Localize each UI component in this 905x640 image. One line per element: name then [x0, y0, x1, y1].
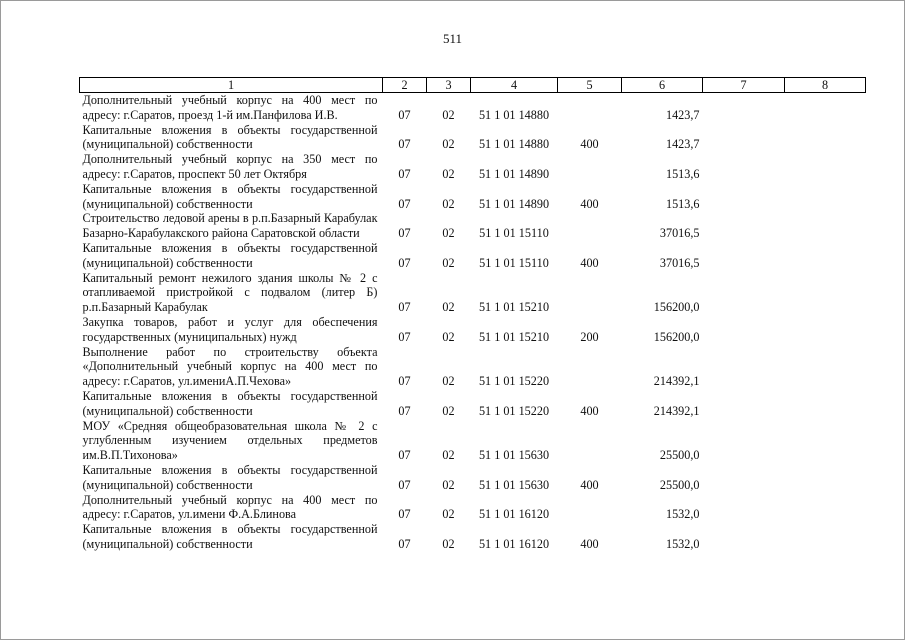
- col-header-4: 4: [471, 78, 558, 93]
- table-row: [80, 522, 866, 552]
- row-description: Капитальные вложения в объекты государственной (муниципальной) собственности: [82, 122, 378, 152]
- row-description: Капитальные вложения в объекты государственной (муниципальной) собственности: [82, 522, 378, 551]
- col-8-cell: [785, 315, 866, 345]
- subsection-code: 02: [442, 107, 455, 122]
- col-8-cell: [785, 241, 866, 271]
- target-article-code: 51 1 01 14890: [478, 196, 550, 211]
- amount: 37016,5: [659, 255, 700, 270]
- amount: 214392,1: [653, 374, 700, 389]
- col-header-3: 3: [427, 78, 471, 93]
- section-code: 07: [398, 507, 411, 522]
- section-code: 07: [398, 226, 411, 241]
- page-number: 511: [442, 31, 463, 46]
- section-code: 07: [398, 107, 411, 122]
- target-article-code: 51 1 01 15630: [478, 477, 550, 492]
- row-description: Капитальные вложения в объекты государственной (муниципальной) собственности: [82, 462, 378, 492]
- col-7-cell: [703, 182, 785, 212]
- subsection-code: 02: [442, 536, 455, 551]
- table-row: [80, 241, 866, 271]
- col-7-cell: [703, 419, 785, 463]
- table-row: [80, 211, 866, 241]
- expense-type-code: [558, 93, 622, 123]
- col-header-8: 8: [785, 78, 866, 93]
- col-8-cell: [785, 522, 866, 552]
- amount: 156200,0: [653, 300, 700, 315]
- expense-type-code: [558, 493, 622, 523]
- section-code: 07: [398, 403, 411, 418]
- table-row: [80, 463, 866, 493]
- table-row: [80, 93, 866, 123]
- expense-type-code: [558, 271, 622, 315]
- row-description: Капитальные вложения в объекты государственной (муниципальной) собственности: [82, 388, 378, 418]
- subsection-code: 02: [442, 403, 455, 418]
- target-article-code: 51 1 01 14890: [478, 166, 550, 181]
- row-description: Дополнительный учебный корпус на 350 мест по адресу: г.Саратов, проспект 50 лет Октября: [82, 152, 378, 181]
- col-header-2: 2: [383, 78, 427, 93]
- target-article-code: 51 1 01 15110: [479, 226, 549, 241]
- target-article-code: 51 1 01 14880: [478, 107, 550, 122]
- section-code: 07: [398, 374, 411, 389]
- col-8-cell: [785, 419, 866, 463]
- row-description: Капитальные вложения в объекты государственной (муниципальной) собственности: [82, 240, 378, 270]
- col-7-cell: [703, 93, 785, 123]
- amount: 25500,0: [659, 477, 700, 492]
- target-article-code: 51 1 01 15630: [478, 448, 550, 463]
- row-description: МОУ «Средняя общеобразовательная школа № 2 с углубленным изучением отдельных предметов им.В.П.Тихонова»: [82, 418, 378, 463]
- subsection-code: 02: [442, 226, 455, 241]
- col-7-cell: [703, 271, 785, 315]
- target-article-code: 51 1 01 15220: [478, 374, 550, 389]
- col-8-cell: [785, 463, 866, 493]
- target-article-code: 51 1 01 15210: [478, 329, 550, 344]
- expense-type-code: [558, 345, 622, 389]
- table-row: [80, 152, 866, 182]
- row-description: Строительство ледовой арены в р.п.Базарный Карабулак Базарно-Карабулакского района Саратовской области: [82, 211, 378, 241]
- budget-table: [79, 77, 866, 552]
- section-code: 07: [398, 137, 411, 152]
- subsection-code: 02: [442, 448, 455, 463]
- col-7-cell: [703, 389, 785, 419]
- col-7-cell: [703, 241, 785, 271]
- target-article-code: 51 1 01 15220: [478, 403, 550, 418]
- col-8-cell: [785, 123, 866, 153]
- amount: 1532,0: [665, 536, 700, 551]
- col-8-cell: [785, 271, 866, 315]
- table-row: [80, 123, 866, 153]
- col-7-cell: [703, 315, 785, 345]
- col-8-cell: [785, 93, 866, 123]
- subsection-code: 02: [442, 374, 455, 389]
- row-description: Дополнительный учебный корпус на 400 мест по адресу: г.Саратов, ул.имени Ф.А.Блинова: [82, 492, 378, 522]
- row-description: Выполнение работ по строительству объекта «Дополнительный учебный корпус на 400 мест по адресу: г.Саратов, ул.имениА.П.Чехова»: [82, 344, 378, 389]
- table-row: [80, 345, 866, 389]
- amount: 1532,0: [665, 507, 700, 522]
- amount: 1513,6: [665, 166, 700, 181]
- subsection-code: 02: [442, 329, 455, 344]
- col-7-cell: [703, 152, 785, 182]
- table-row: [80, 271, 866, 315]
- subsection-code: 02: [442, 507, 455, 522]
- target-article-code: 51 1 01 14880: [478, 137, 550, 152]
- expense-type-code: 200: [580, 329, 599, 344]
- expense-type-code: 400: [580, 403, 599, 418]
- amount: 25500,0: [659, 448, 700, 463]
- subsection-code: 02: [442, 166, 455, 181]
- col-header-6: 6: [622, 78, 703, 93]
- subsection-code: 02: [442, 477, 455, 492]
- expense-type-code: 400: [580, 196, 599, 211]
- col-7-cell: [703, 522, 785, 552]
- section-code: 07: [398, 300, 411, 315]
- amount: 156200,0: [653, 329, 700, 344]
- amount: 1513,6: [665, 196, 700, 211]
- expense-type-code: [558, 211, 622, 241]
- target-article-code: 51 1 01 16120: [478, 536, 550, 551]
- section-code: 07: [398, 448, 411, 463]
- col-7-cell: [703, 123, 785, 153]
- col-7-cell: [703, 493, 785, 523]
- subsection-code: 02: [442, 196, 455, 211]
- row-description: Капитальные вложения в объекты государственной (муниципальной) собственности: [82, 181, 378, 211]
- subsection-code: 02: [442, 137, 455, 152]
- expense-type-code: 400: [580, 255, 599, 270]
- row-description: Капитальный ремонт нежилого здания школы № 2 с отапливаемой пристройкой с подвалом (литер Б) р.п.Базарный Карабулак: [82, 270, 378, 315]
- col-header-7: 7: [703, 78, 785, 93]
- col-8-cell: [785, 211, 866, 241]
- subsection-code: 02: [442, 255, 455, 270]
- amount: 1423,7: [665, 137, 700, 152]
- amount: 1423,7: [665, 107, 700, 122]
- header-row: [80, 78, 866, 93]
- subsection-code: 02: [442, 300, 455, 315]
- table-row: [80, 419, 866, 463]
- section-code: 07: [398, 166, 411, 181]
- table-row: [80, 182, 866, 212]
- col-8-cell: [785, 389, 866, 419]
- target-article-code: 51 1 01 16120: [478, 507, 550, 522]
- expense-type-code: 400: [580, 477, 599, 492]
- col-header-1: 1: [80, 78, 383, 93]
- col-8-cell: [785, 152, 866, 182]
- section-code: 07: [398, 477, 411, 492]
- section-code: 07: [398, 196, 411, 211]
- col-8-cell: [785, 493, 866, 523]
- expense-type-code: [558, 152, 622, 182]
- amount: 37016,5: [659, 226, 700, 241]
- expense-type-code: 400: [580, 536, 599, 551]
- row-description: Закупка товаров, работ и услуг для обеспечения государственных (муниципальных) нужд: [82, 314, 378, 344]
- col-8-cell: [785, 182, 866, 212]
- row-description: Дополнительный учебный корпус на 400 мест по адресу: г.Саратов, проезд 1-й им.Панфилова И.В.: [82, 93, 378, 122]
- target-article-code: 51 1 01 15110: [479, 255, 549, 270]
- expense-type-code: [558, 419, 622, 463]
- col-7-cell: [703, 211, 785, 241]
- amount: 214392,1: [653, 403, 700, 418]
- table-row: [80, 493, 866, 523]
- section-code: 07: [398, 329, 411, 344]
- col-header-5: 5: [558, 78, 622, 93]
- col-8-cell: [785, 345, 866, 389]
- table-row: [80, 389, 866, 419]
- section-code: 07: [398, 255, 411, 270]
- table-row: [80, 315, 866, 345]
- target-article-code: 51 1 01 15210: [478, 300, 550, 315]
- col-7-cell: [703, 463, 785, 493]
- col-7-cell: [703, 345, 785, 389]
- expense-type-code: 400: [580, 137, 599, 152]
- section-code: 07: [398, 536, 411, 551]
